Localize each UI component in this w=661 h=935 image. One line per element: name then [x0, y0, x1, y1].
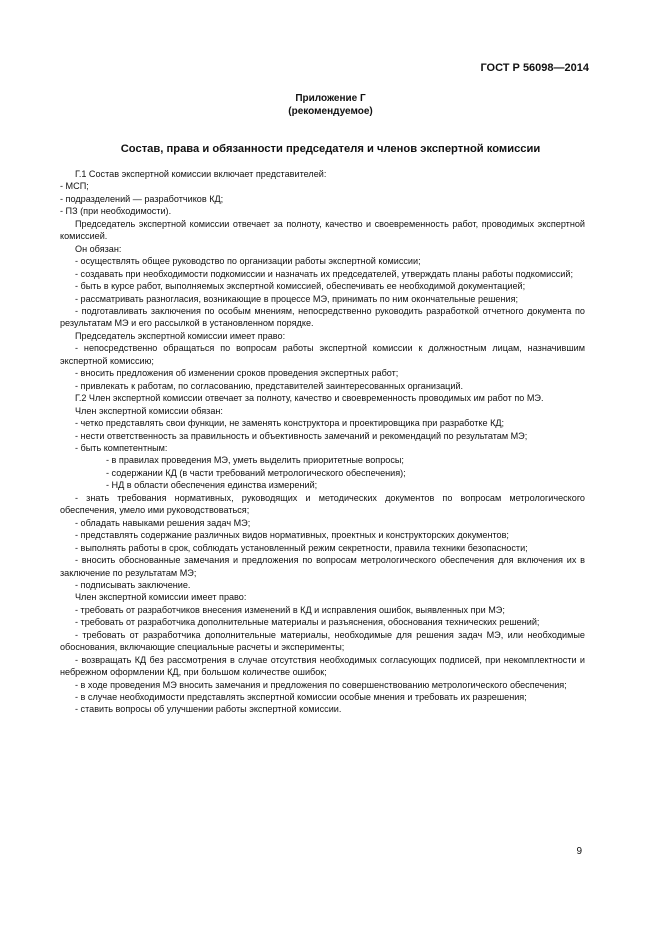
paragraph: - обладать навыками решения задач МЭ; [75, 517, 251, 528]
paragraph: - четко представлять свои функции, не заменять конструктора и проектировщика при разработке КД; [75, 418, 505, 429]
paragraph: Член экспертной комиссии имеет право: [75, 592, 247, 603]
paragraph: - содержании КД (в части требований метрологического обеспечения); [106, 467, 406, 478]
paragraph: - ПЗ (при необходимости). [60, 206, 172, 217]
paragraph: - НД в области обеспечения единства измерений; [106, 480, 318, 491]
paragraph: - знать требования нормативных, руководящих и методических документов по вопросам метрологического обеспечения, умело ими руководствоваться; [60, 492, 585, 516]
paragraph: - требовать от разработчика дополнительные материалы и разъяснения, обоснования технических решений; [75, 617, 540, 628]
paragraph: - непосредственно обращаться по вопросам работы экспертной комиссии к должностным лицам, назначившим экспертной комиссию; [60, 343, 585, 366]
paragraph: Председатель экспертной комиссии отвечает за полноту, качество и своевременность работ, проводимых экспертной комиссией. [60, 218, 585, 242]
paragraph: - представлять содержание различных видов нормативных, проектных и конструкторских документов; [75, 530, 509, 541]
paragraph: - выполнять работы в срок, соблюдать установленный режим секретности, правила техники безопасности; [75, 542, 528, 553]
page-number: 9 [576, 846, 582, 857]
paragraph: - создавать при необходимости подкомиссии и назначать их председателей, утверждать планы работы подкомиссий; [75, 268, 573, 279]
paragraph: - вносить обоснованные замечания и предложения по вопросам метрологического обеспечения для включения их в заключение по результатам МЭ; [60, 555, 585, 578]
paragraph: - подразделений — разработчиков КД; [60, 193, 224, 204]
paragraph: - рассматривать разногласия, возникающие в процессе МЭ, принимать по ним окончательные решения; [75, 293, 519, 304]
paragraph: - в случае необходимости представлять экспертной комиссии особые мнения и требовать их разрешения; [75, 692, 527, 703]
paragraph: Г.1 Состав экспертной комиссии включает представителей: [75, 169, 327, 179]
standard-code: ГОСТ Р 56098—2014 [480, 62, 589, 74]
paragraph: - в ходе проведения МЭ вносить замечания и предложения по совершенствованию метрологического обеспечения; [75, 679, 567, 690]
paragraph: Председатель экспертной комиссии имеет право: [75, 330, 286, 341]
document-body [60, 168, 585, 716]
paragraph: - требовать от разработчика дополнительные материалы, необходимые для решения задач МЭ, или необходимые обоснования, включающие специальные расчеты и эксперименты; [60, 629, 585, 653]
paragraph: - быть в курсе работ, выполняемых экспертной комиссией, обеспечивать ее необходимой документацией; [75, 281, 526, 292]
paragraph: - возвращать КД без рассмотрения в случае отсутствия необходимых согласующих подписей, при некомплектности и небрежном оформлении КД, при большом количестве ошибок; [60, 654, 585, 678]
paragraph: - в правилах проведения МЭ, уметь выделить приоритетные вопросы; [106, 455, 404, 466]
paragraph: Член экспертной комиссии обязан: [75, 405, 223, 416]
paragraph: - подписывать заключение. [75, 579, 191, 590]
paragraph: - осуществлять общее руководство по организации работы экспертной комиссии; [75, 256, 421, 267]
paragraph: - МСП; [60, 181, 89, 192]
paragraph: - нести ответственность за правильность и объективность замечаний и рекомендаций по результатам МЭ; [75, 430, 528, 441]
paragraph: - быть компетентным: [75, 442, 168, 453]
paragraph: - ставить вопросы об улучшении работы экспертной комиссии. [75, 704, 342, 715]
section-title: Состав, права и обязанности председателя и членов экспертной комиссии [120, 143, 541, 155]
paragraph: - вносить предложения об изменении сроков проведения экспертных работ; [75, 368, 399, 379]
paragraph: - требовать от разработчиков внесения изменений в КД и исправления ошибок, выявленных при МЭ; [75, 604, 505, 615]
appendix-subtitle: (рекомендуемое) [288, 106, 373, 117]
appendix-title: Приложение Г [295, 93, 366, 104]
paragraph: - привлекать к работам, по согласованию, представителей заинтересованных организаций. [75, 380, 464, 391]
paragraph: - подготавливать заключения по особым мнениям, непосредственно руководить разработкой отчетного документа по результатам МЭ и его рассылкой в установленном порядке. [60, 305, 585, 329]
paragraph: Он обязан: [75, 243, 122, 254]
paragraph: Г.2 Член экспертной комиссии отвечает за полноту, качество и своевременность проводимых им работ по МЭ. [75, 393, 544, 404]
